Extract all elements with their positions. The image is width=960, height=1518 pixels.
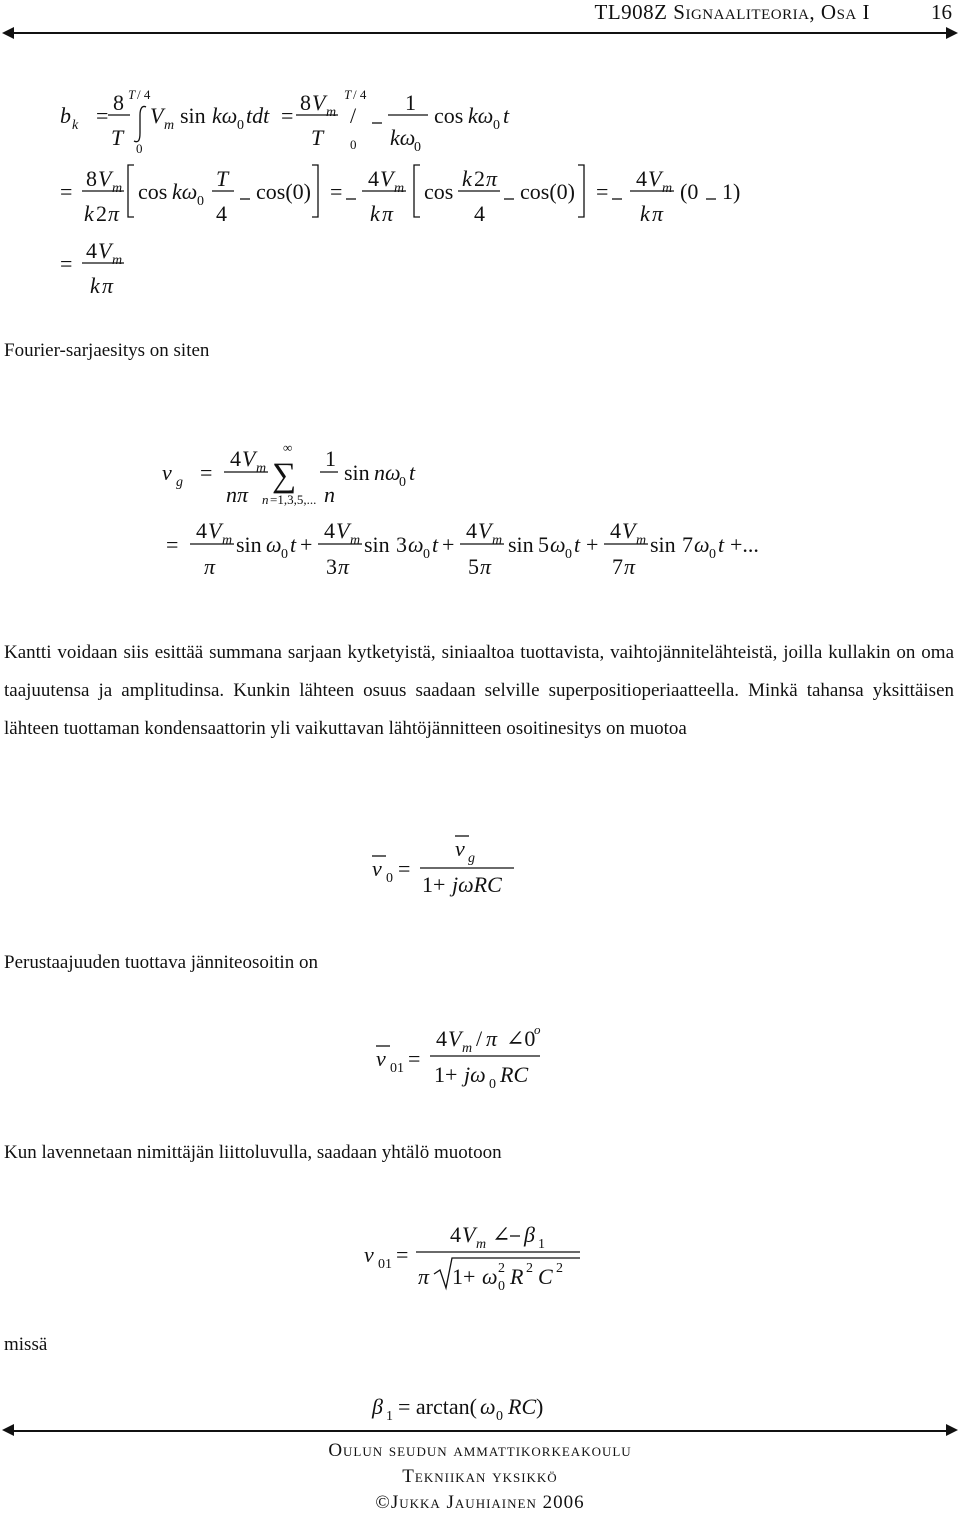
svg-text:π: π	[108, 201, 120, 226]
fourier-intro-text: Fourier-sarjaesitys on siten	[4, 340, 210, 361]
svg-text:kω: kω	[172, 179, 198, 204]
svg-text:V: V	[380, 166, 394, 191]
header-rule	[12, 32, 948, 34]
svg-text:V: V	[98, 166, 112, 191]
svg-text:V: V	[622, 518, 636, 543]
svg-text:π: π	[204, 554, 216, 579]
svg-text:0: 0	[281, 547, 288, 562]
svg-text:t: t	[432, 532, 439, 557]
svg-text:T: T	[216, 166, 229, 191]
svg-text:0: 0	[350, 137, 357, 152]
svg-text:k: k	[370, 201, 380, 226]
svg-text:cos: cos	[434, 103, 464, 128]
svg-text:k: k	[462, 166, 472, 191]
svg-text:sin: sin	[344, 460, 370, 485]
svg-text:ω: ω	[550, 532, 566, 557]
svg-text:/ 4: / 4	[137, 87, 151, 102]
svg-text:=: =	[166, 532, 179, 557]
svg-text:=: =	[96, 103, 109, 128]
svg-text:m: m	[112, 181, 123, 196]
svg-text:=: =	[330, 179, 343, 204]
svg-text:0: 0	[498, 1279, 505, 1294]
svg-text:0: 0	[489, 1077, 496, 1092]
svg-text:1: 1	[405, 90, 416, 115]
svg-text:4: 4	[368, 166, 379, 191]
missa-text: missä	[4, 1334, 48, 1355]
svg-text:5: 5	[538, 532, 549, 557]
svg-text:1: 1	[386, 1409, 393, 1424]
svg-text:=1,3,5,...: =1,3,5,...	[270, 492, 317, 507]
svg-text:∑: ∑	[272, 457, 297, 494]
svg-text:π: π	[480, 554, 492, 579]
svg-text:4: 4	[230, 446, 241, 471]
svg-text:ω: ω	[482, 1264, 498, 1289]
svg-text:2: 2	[96, 201, 107, 226]
svg-text:V: V	[336, 518, 350, 543]
svg-text:kω: kω	[390, 125, 416, 150]
svg-text:m: m	[662, 181, 673, 196]
svg-text:1+: 1+	[422, 872, 446, 897]
svg-text:=: =	[60, 179, 73, 204]
svg-text:0: 0	[496, 1409, 503, 1424]
svg-text:β: β	[524, 1222, 535, 1247]
svg-text:sin: sin	[236, 532, 262, 557]
svg-text:m: m	[326, 105, 337, 120]
svg-text:+: +	[442, 532, 455, 557]
equation-v0	[0, 830, 960, 910]
svg-text:π: π	[338, 554, 350, 579]
svg-text:ω: ω	[694, 532, 710, 557]
svg-text:sin: sin	[650, 532, 676, 557]
svg-text:π: π	[382, 201, 394, 226]
page-number: 16	[931, 0, 952, 24]
footer-copyright: ©Jukka Jauhiainen 2006	[375, 1492, 585, 1513]
svg-text:o: o	[534, 1022, 541, 1037]
svg-text:g: g	[468, 851, 475, 866]
svg-text:0: 0	[386, 871, 393, 886]
svg-text:4: 4	[636, 166, 647, 191]
svg-text:1: 1	[538, 1237, 545, 1252]
svg-text:2: 2	[526, 1261, 533, 1276]
svg-text:=: =	[596, 179, 609, 204]
svg-text:0: 0	[197, 194, 204, 209]
svg-text:4: 4	[466, 518, 477, 543]
svg-text:V: V	[208, 518, 222, 543]
svg-text:m: m	[112, 253, 123, 268]
svg-text:t: t	[290, 532, 297, 557]
svg-text:m: m	[492, 533, 503, 548]
svg-text:T: T	[344, 87, 352, 102]
svg-text:g: g	[176, 475, 183, 490]
svg-text:k: k	[84, 201, 94, 226]
svg-text:k: k	[90, 273, 100, 298]
svg-text:7: 7	[682, 532, 693, 557]
svg-text:π: π	[418, 1264, 430, 1289]
svg-text:01: 01	[390, 1061, 404, 1076]
svg-text:1+: 1+	[452, 1264, 476, 1289]
svg-text:8: 8	[113, 90, 124, 115]
svg-text:3: 3	[326, 554, 337, 579]
svg-text:V: V	[312, 90, 326, 115]
svg-text:sin: sin	[364, 532, 390, 557]
svg-text:2: 2	[474, 166, 485, 191]
svg-text:t: t	[503, 103, 510, 128]
svg-text:2: 2	[556, 1261, 563, 1276]
svg-text:jωRC: jωRC	[452, 872, 502, 897]
svg-text:4: 4	[474, 201, 485, 226]
svg-text:+: +	[586, 532, 599, 557]
paragraph-superposition: Kantti voidaan siis esittää summana sarjaan kytketyistä, siniaaltoa tuottavista, vaihtojännitelähteistä, joilla kullakin on oma taajuutensa ja amplitudinsa. Kunkin lähteen osuus saadaan selville superpositioperiaatteella. Minkä tahansa yksittäisen lähteen tuottaman kondensaattorin yli vaikuttavan lähtöjännitteen osoitinesitys on muotoa	[4, 642, 954, 739]
svg-text:0: 0	[423, 547, 430, 562]
svg-text:V: V	[242, 446, 256, 471]
svg-text:k: k	[72, 118, 79, 133]
svg-text:π: π	[624, 554, 636, 579]
svg-text:π: π	[486, 1026, 498, 1051]
svg-text:v: v	[372, 856, 382, 881]
footer-unit: Tekniikan yksikkö	[402, 1466, 558, 1487]
svg-text:V: V	[648, 166, 662, 191]
svg-text:0: 0	[237, 118, 244, 133]
svg-text:4: 4	[436, 1026, 447, 1051]
svg-text:4: 4	[86, 238, 97, 263]
svg-text:01: 01	[378, 1257, 392, 1272]
svg-text:0: 0	[399, 475, 406, 490]
svg-text:sin: sin	[180, 103, 206, 128]
svg-text:π: π	[486, 166, 498, 191]
svg-text:=: =	[281, 103, 294, 128]
svg-text:nπ: nπ	[226, 482, 249, 507]
svg-text:∠: ∠	[492, 1222, 511, 1247]
svg-text:V: V	[150, 103, 164, 128]
svg-text:tdt: tdt	[246, 103, 270, 128]
right-arrow-icon	[946, 27, 958, 39]
expand-text: Kun lavennetaan nimittäjän liittoluvulla, saadaan yhtälö muotoon	[4, 1142, 502, 1163]
svg-text:7: 7	[612, 554, 623, 579]
svg-text:C: C	[538, 1264, 553, 1289]
equation-beta1	[0, 1388, 960, 1428]
svg-text:0: 0	[136, 141, 143, 156]
svg-text:nω: nω	[374, 460, 401, 485]
svg-text:β: β	[372, 1394, 383, 1419]
svg-text:4: 4	[216, 201, 227, 226]
svg-text:v: v	[162, 460, 172, 485]
svg-text:4: 4	[196, 518, 207, 543]
svg-text:n: n	[262, 492, 269, 507]
svg-text:RC: RC	[508, 1394, 537, 1419]
footer-rule	[12, 1430, 948, 1432]
svg-text:=: =	[396, 1242, 409, 1267]
svg-text:kω: kω	[212, 103, 238, 128]
footer-institution: Oulun seudun ammattikorkeakoulu	[328, 1440, 632, 1461]
svg-text:t: t	[574, 532, 581, 557]
svg-text:+: +	[300, 532, 313, 557]
svg-text:kω: kω	[468, 103, 494, 128]
svg-text:= arctan(: = arctan(	[398, 1394, 477, 1419]
svg-text:v: v	[455, 836, 465, 861]
svg-text:R: R	[510, 1264, 524, 1289]
svg-text:m: m	[476, 1237, 487, 1252]
svg-text:=: =	[200, 460, 213, 485]
svg-text:4: 4	[610, 518, 621, 543]
svg-text:m: m	[350, 533, 361, 548]
svg-text:(0: (0	[680, 179, 699, 204]
svg-text:RC: RC	[500, 1062, 529, 1087]
svg-text:T: T	[111, 125, 124, 150]
svg-text:v: v	[376, 1046, 386, 1071]
page-header	[0, 0, 960, 40]
equation-vg-series	[0, 440, 960, 590]
svg-text:2: 2	[498, 1261, 505, 1276]
svg-text:V: V	[462, 1222, 476, 1247]
svg-text:/ 4: / 4	[353, 87, 367, 102]
svg-text:ω: ω	[266, 532, 282, 557]
svg-text:1): 1)	[722, 179, 741, 204]
svg-text:v: v	[364, 1242, 374, 1267]
svg-text:m: m	[256, 461, 267, 476]
basic-freq-text: Perustaajuuden tuottava jänniteosoitin on	[4, 952, 318, 973]
svg-text:=: =	[398, 856, 411, 881]
svg-text:n: n	[324, 482, 335, 507]
svg-text:1+: 1+	[434, 1062, 458, 1087]
svg-text:8: 8	[300, 90, 311, 115]
equation-v01	[0, 1020, 960, 1100]
svg-text:1: 1	[325, 446, 336, 471]
svg-text:V: V	[98, 238, 112, 263]
svg-text:8: 8	[86, 166, 97, 191]
svg-text:T: T	[311, 125, 324, 150]
svg-text:ω: ω	[480, 1394, 496, 1419]
svg-text:0: 0	[709, 547, 716, 562]
svg-text:t: t	[718, 532, 725, 557]
svg-text:t: t	[409, 460, 416, 485]
svg-text:cos(0): cos(0)	[520, 179, 575, 204]
svg-text:0: 0	[493, 118, 500, 133]
svg-text:m: m	[462, 1041, 473, 1056]
equation-v01-beta	[0, 1218, 960, 1298]
svg-text:m: m	[394, 181, 405, 196]
svg-text:5: 5	[468, 554, 479, 579]
svg-text:jω: jω	[464, 1062, 486, 1087]
svg-text:∠0: ∠0	[506, 1026, 536, 1051]
svg-text:): )	[536, 1394, 544, 1419]
svg-text:0: 0	[414, 140, 421, 155]
header-title: TL908Z Signaaliteoria, Osa I	[594, 0, 870, 24]
svg-text:V: V	[478, 518, 492, 543]
svg-text:sin: sin	[508, 532, 534, 557]
svg-text:cos: cos	[424, 179, 454, 204]
svg-text:π: π	[102, 273, 114, 298]
svg-text:T: T	[128, 87, 136, 102]
svg-text:V: V	[448, 1026, 462, 1051]
svg-text:4: 4	[324, 518, 335, 543]
svg-text:ω: ω	[408, 532, 424, 557]
svg-text:cos: cos	[138, 179, 168, 204]
svg-text:b: b	[60, 103, 71, 128]
svg-text:0: 0	[565, 547, 572, 562]
svg-text:k: k	[640, 201, 650, 226]
footer-right-arrow-icon	[946, 1424, 958, 1436]
svg-text:4: 4	[450, 1222, 461, 1247]
svg-text:m: m	[636, 533, 647, 548]
svg-text:π: π	[652, 201, 664, 226]
footer-left-arrow-icon	[2, 1424, 14, 1436]
svg-text:∞: ∞	[283, 440, 293, 455]
svg-text:3: 3	[396, 532, 407, 557]
svg-text:m: m	[164, 118, 175, 133]
svg-text:/: /	[350, 103, 357, 128]
left-arrow-icon	[2, 27, 14, 39]
svg-text:+...: +...	[730, 532, 759, 557]
svg-text:=: =	[60, 251, 73, 276]
svg-text:/: /	[476, 1026, 483, 1051]
svg-text:cos(0): cos(0)	[256, 179, 311, 204]
svg-text:m: m	[222, 533, 233, 548]
svg-text:=: =	[408, 1046, 421, 1071]
